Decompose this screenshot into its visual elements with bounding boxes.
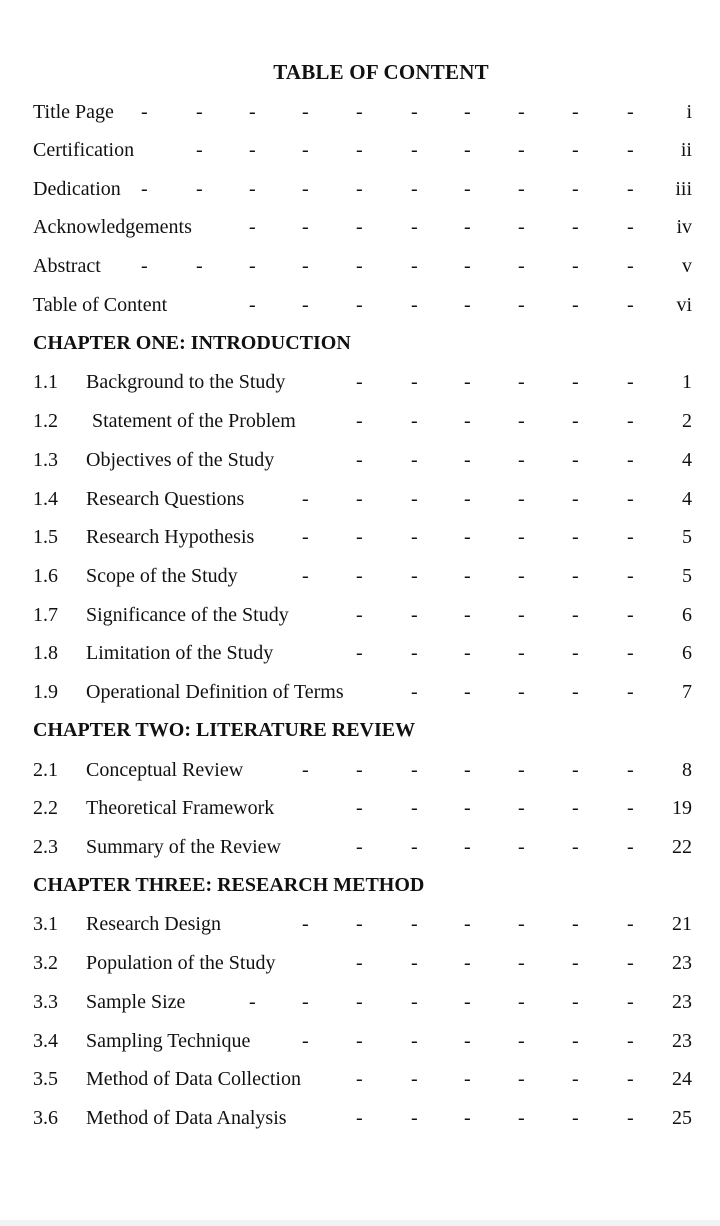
dot-leader: - [627, 1068, 634, 1090]
entry-page-number: 23 [672, 991, 692, 1013]
entry-page-number: 21 [672, 913, 692, 935]
dot-leader: - [627, 178, 634, 200]
dot-leader: - [518, 913, 525, 935]
dot-leader: - [411, 991, 418, 1013]
dot-leader: - [302, 178, 309, 200]
entry-number: 1.2 [33, 410, 58, 432]
toc-entry [0, 253, 720, 279]
entry-page-number: iii [675, 178, 692, 200]
entry-label: Certification [33, 139, 135, 161]
toc-entry [0, 602, 720, 628]
entry-page-number: 8 [682, 759, 692, 781]
dot-leader: - [464, 1068, 471, 1090]
dot-leader: - [411, 178, 418, 200]
entry-number: 3.6 [33, 1107, 58, 1129]
dot-leader: - [572, 952, 579, 974]
entry-page-number: iv [676, 216, 692, 238]
entry-label: Research Hypothesis [86, 526, 255, 548]
dot-leader: - [411, 526, 418, 548]
dot-leader: - [249, 991, 256, 1013]
dot-leader: - [572, 565, 579, 587]
dot-leader: - [302, 101, 309, 123]
entry-label: Acknowledgements [33, 216, 192, 238]
chapter-heading: CHAPTER TWO: LITERATURE REVIEW [33, 719, 416, 741]
dot-leader: - [518, 1030, 525, 1052]
dot-leader: - [356, 991, 363, 1013]
toc-entry [0, 563, 720, 589]
dot-leader: - [572, 604, 579, 626]
dot-leader: - [464, 565, 471, 587]
dot-leader: - [302, 913, 309, 935]
dot-leader: - [141, 101, 148, 123]
dot-leader: - [356, 294, 363, 316]
entry-number: 3.2 [33, 952, 58, 974]
page-bottom-edge [0, 1220, 720, 1226]
dot-leader: - [464, 991, 471, 1013]
dot-leader: - [627, 216, 634, 238]
dot-leader: - [518, 836, 525, 858]
dot-leader: - [627, 913, 634, 935]
dot-leader: - [356, 836, 363, 858]
dot-leader: - [572, 371, 579, 393]
dot-leader: - [572, 836, 579, 858]
dot-leader: - [302, 255, 309, 277]
dot-leader: - [141, 255, 148, 277]
dot-leader: - [302, 565, 309, 587]
entry-label: Operational Definition of Terms [86, 681, 344, 703]
entry-label: Limitation of the Study [86, 642, 274, 664]
dot-leader: - [464, 759, 471, 781]
dot-leader: - [196, 178, 203, 200]
dot-leader: - [627, 836, 634, 858]
dot-leader: - [302, 139, 309, 161]
dot-leader: - [518, 371, 525, 393]
dot-leader: - [518, 991, 525, 1013]
entry-label: Population of the Study [86, 952, 276, 974]
dot-leader: - [518, 178, 525, 200]
entry-label: Research Design [86, 913, 221, 935]
entry-label: Abstract [33, 255, 101, 277]
dot-leader: - [356, 216, 363, 238]
dot-leader: - [518, 642, 525, 664]
dot-leader: - [464, 604, 471, 626]
dot-leader: - [627, 681, 634, 703]
dot-leader: - [141, 178, 148, 200]
dot-leader: - [356, 1030, 363, 1052]
dot-leader: - [411, 952, 418, 974]
dot-leader: - [518, 604, 525, 626]
entry-number: 2.1 [33, 759, 58, 781]
dot-leader: - [249, 294, 256, 316]
dot-leader: - [464, 139, 471, 161]
dot-leader: - [196, 101, 203, 123]
dot-leader: - [464, 178, 471, 200]
toc-entry [0, 911, 720, 937]
dot-leader: - [411, 488, 418, 510]
dot-leader: - [518, 797, 525, 819]
dot-leader: - [572, 216, 579, 238]
dot-leader: - [411, 294, 418, 316]
dot-leader: - [356, 255, 363, 277]
dot-leader: - [627, 565, 634, 587]
dot-leader: - [627, 255, 634, 277]
entry-label: Summary of the Review [86, 836, 281, 858]
dot-leader: - [411, 255, 418, 277]
dot-leader: - [572, 139, 579, 161]
dot-leader: - [518, 526, 525, 548]
entry-page-number: 19 [672, 797, 692, 819]
dot-leader: - [411, 139, 418, 161]
entry-page-number: ii [680, 139, 692, 161]
dot-leader: - [464, 449, 471, 471]
entry-page-number: 24 [672, 1068, 692, 1090]
entry-label: Dedication [33, 178, 121, 200]
dot-leader: - [627, 642, 634, 664]
entry-number: 2.3 [33, 836, 58, 858]
entry-number: 1.3 [33, 449, 58, 471]
dot-leader: - [464, 797, 471, 819]
dot-leader: - [356, 1068, 363, 1090]
dot-leader: - [464, 255, 471, 277]
dot-leader: - [572, 1068, 579, 1090]
entry-label: Statement of the Problem [92, 410, 296, 432]
dot-leader: - [464, 681, 471, 703]
toc-entry [0, 989, 720, 1015]
entry-label: Theoretical Framework [86, 797, 275, 819]
dot-leader: - [411, 797, 418, 819]
dot-leader: - [572, 1107, 579, 1129]
entry-label: Scope of the Study [86, 565, 238, 587]
toc-entry [0, 176, 720, 202]
dot-leader: - [411, 565, 418, 587]
dot-leader: - [356, 1107, 363, 1129]
dot-leader: - [356, 952, 363, 974]
toc-entry [0, 486, 720, 512]
entry-label: Background to the Study [86, 371, 286, 393]
dot-leader: - [518, 449, 525, 471]
dot-leader: - [464, 913, 471, 935]
entry-page-number: 1 [682, 371, 692, 393]
entry-number: 3.3 [33, 991, 58, 1013]
dot-leader: - [196, 139, 203, 161]
entry-label: Title Page [33, 101, 114, 123]
entry-page-number: vi [676, 294, 692, 316]
dot-leader: - [356, 101, 363, 123]
entry-label: Conceptual Review [86, 759, 244, 781]
dot-leader: - [356, 488, 363, 510]
entry-label: Table of Content [33, 294, 168, 316]
dot-leader: - [356, 526, 363, 548]
dot-leader: - [572, 294, 579, 316]
dot-leader: - [464, 371, 471, 393]
dot-leader: - [627, 101, 634, 123]
dot-leader: - [464, 294, 471, 316]
toc-entry [0, 292, 720, 318]
toc-entry [0, 524, 720, 550]
dot-leader: - [356, 371, 363, 393]
dot-leader: - [302, 1030, 309, 1052]
dot-leader: - [249, 255, 256, 277]
dot-leader: - [302, 759, 309, 781]
entry-number: 1.5 [33, 526, 58, 548]
dot-leader: - [518, 216, 525, 238]
dot-leader: - [627, 449, 634, 471]
entry-page-number: i [686, 101, 692, 123]
dot-leader: - [411, 449, 418, 471]
dot-leader: - [464, 1030, 471, 1052]
dot-leader: - [572, 101, 579, 123]
dot-leader: - [411, 913, 418, 935]
entry-page-number: 4 [682, 488, 692, 510]
dot-leader: - [356, 410, 363, 432]
dot-leader: - [572, 759, 579, 781]
dot-leader: - [356, 178, 363, 200]
dot-leader: - [518, 294, 525, 316]
entry-number: 1.9 [33, 681, 58, 703]
dot-leader: - [411, 410, 418, 432]
toc-entry [0, 795, 720, 821]
dot-leader: - [518, 1107, 525, 1129]
dot-leader: - [356, 604, 363, 626]
dot-leader: - [464, 101, 471, 123]
toc-entry [0, 369, 720, 395]
toc-entry [0, 640, 720, 666]
dot-leader: - [411, 216, 418, 238]
entry-page-number: v [682, 255, 692, 277]
entry-page-number: 5 [682, 565, 692, 587]
dot-leader: - [627, 410, 634, 432]
toc-entry [0, 214, 720, 240]
dot-leader: - [627, 371, 634, 393]
dot-leader: - [249, 216, 256, 238]
dot-leader: - [411, 1068, 418, 1090]
entry-label: Sampling Technique [86, 1030, 251, 1052]
toc-entry [0, 1066, 720, 1092]
dot-leader: - [464, 410, 471, 432]
dot-leader: - [627, 139, 634, 161]
dot-leader: - [627, 759, 634, 781]
dot-leader: - [411, 759, 418, 781]
dot-leader: - [411, 836, 418, 858]
entry-page-number: 23 [672, 952, 692, 974]
entry-label: Research Questions [86, 488, 245, 510]
dot-leader: - [356, 913, 363, 935]
dot-leader: - [302, 991, 309, 1013]
dot-leader: - [302, 488, 309, 510]
dot-leader: - [249, 178, 256, 200]
dot-leader: - [356, 449, 363, 471]
dot-leader: - [518, 1068, 525, 1090]
dot-leader: - [302, 216, 309, 238]
chapter-heading: CHAPTER ONE: INTRODUCTION [33, 332, 351, 354]
page-title: TABLE OF CONTENT [273, 60, 489, 84]
entry-number: 3.5 [33, 1068, 58, 1090]
entry-page-number: 25 [672, 1107, 692, 1129]
dot-leader: - [464, 216, 471, 238]
dot-leader: - [572, 410, 579, 432]
dot-leader: - [411, 681, 418, 703]
dot-leader: - [464, 1107, 471, 1129]
dot-leader: - [356, 759, 363, 781]
entry-page-number: 22 [672, 836, 692, 858]
entry-number: 1.8 [33, 642, 58, 664]
dot-leader: - [627, 797, 634, 819]
dot-leader: - [572, 797, 579, 819]
dot-leader: - [302, 294, 309, 316]
dot-leader: - [518, 759, 525, 781]
dot-leader: - [356, 565, 363, 587]
entry-label: Objectives of the Study [86, 449, 275, 471]
dot-leader: - [518, 255, 525, 277]
dot-leader: - [627, 952, 634, 974]
dot-leader: - [627, 991, 634, 1013]
entry-number: 1.4 [33, 488, 58, 510]
dot-leader: - [411, 1107, 418, 1129]
entry-page-number: 6 [682, 642, 692, 664]
dot-leader: - [627, 294, 634, 316]
dot-leader: - [411, 604, 418, 626]
dot-leader: - [572, 488, 579, 510]
dot-leader: - [627, 604, 634, 626]
entry-number: 2.2 [33, 797, 58, 819]
entry-label: Sample Size [86, 991, 186, 1013]
dot-leader: - [464, 526, 471, 548]
dot-leader: - [249, 101, 256, 123]
dot-leader: - [356, 797, 363, 819]
dot-leader: - [518, 139, 525, 161]
dot-leader: - [411, 371, 418, 393]
dot-leader: - [572, 526, 579, 548]
dot-leader: - [572, 255, 579, 277]
dot-leader: - [411, 101, 418, 123]
entry-page-number: 5 [682, 526, 692, 548]
toc-entry [0, 1028, 720, 1054]
dot-leader: - [464, 642, 471, 664]
dot-leader: - [356, 139, 363, 161]
dot-leader: - [249, 139, 256, 161]
dot-leader: - [411, 642, 418, 664]
dot-leader: - [356, 642, 363, 664]
toc-entry [0, 137, 720, 163]
entry-page-number: 4 [682, 449, 692, 471]
dot-leader: - [572, 449, 579, 471]
dot-leader: - [411, 1030, 418, 1052]
dot-leader: - [572, 178, 579, 200]
entry-number: 1.6 [33, 565, 58, 587]
dot-leader: - [518, 488, 525, 510]
dot-leader: - [196, 255, 203, 277]
entry-number: 3.1 [33, 913, 58, 935]
entry-page-number: 23 [672, 1030, 692, 1052]
dot-leader: - [627, 488, 634, 510]
dot-leader: - [627, 1030, 634, 1052]
toc-entry [0, 834, 720, 860]
dot-leader: - [572, 681, 579, 703]
entry-number: 1.1 [33, 371, 58, 393]
toc-entry [0, 1105, 720, 1131]
dot-leader: - [572, 642, 579, 664]
entry-page-number: 6 [682, 604, 692, 626]
dot-leader: - [627, 1107, 634, 1129]
entry-label: Method of Data Analysis [86, 1107, 287, 1129]
dot-leader: - [464, 488, 471, 510]
toc-entry [0, 757, 720, 783]
dot-leader: - [518, 681, 525, 703]
entry-label: Significance of the Study [86, 604, 289, 626]
toc-entry [0, 679, 720, 705]
dot-leader: - [518, 101, 525, 123]
dot-leader: - [518, 565, 525, 587]
entry-number: 3.4 [33, 1030, 58, 1052]
entry-page-number: 2 [682, 410, 692, 432]
dot-leader: - [518, 410, 525, 432]
chapter-heading: CHAPTER THREE: RESEARCH METHOD [33, 874, 425, 896]
dot-leader: - [302, 526, 309, 548]
entry-number: 1.7 [33, 604, 58, 626]
entry-page-number: 7 [682, 681, 692, 703]
dot-leader: - [572, 913, 579, 935]
dot-leader: - [518, 952, 525, 974]
toc-entry [0, 99, 720, 125]
dot-leader: - [572, 991, 579, 1013]
toc-entry [0, 447, 720, 473]
dot-leader: - [464, 952, 471, 974]
entry-label: Method of Data Collection [86, 1068, 301, 1090]
toc-entry [0, 950, 720, 976]
toc-entry [0, 408, 720, 434]
dot-leader: - [572, 1030, 579, 1052]
dot-leader: - [627, 526, 634, 548]
dot-leader: - [464, 836, 471, 858]
